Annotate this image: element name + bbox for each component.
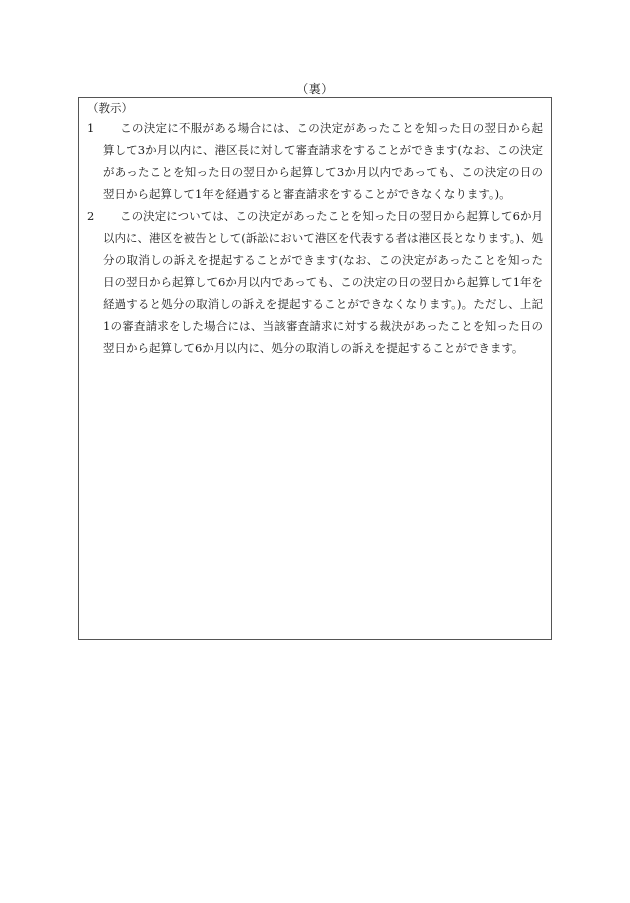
item-number-1: 1 — [87, 121, 95, 135]
page-heading: （裏） — [296, 82, 334, 96]
item-text-1: この決定に不服がある場合には、この決定があったことを知った日の翌日から起算して3か月以内に、港区長に対して審査請求をすることができます(なお、この決定があったことを知った日の翌日から起算して3か月以内であっても、この決定の日の翌日から起算して1年を経過すると審査請求をすることができなくなります。)。 — [103, 121, 543, 201]
item-text-2: この決定については、この決定があったことを知った日の翌日から起算して6か月以内に、港区を被告として(訴訟において港区を代表する者は港区長となります。)、処分の取消しの訴えを提起することができます(なお、この決定があったことを知った日の翌日から起算して6か月以内であっても、この決定の日の翌日から起算して1年を経過すると処分の取消しの訴えを提起することができなくなります。)。ただし、上記1の審査請求をした場合には、当該審査請求に対する裁決があったことを知った日の翌日から起算して6か月以内に、処分の取消しの訴えを提起することができます。 — [103, 209, 544, 355]
section-label: （教示） — [87, 101, 133, 115]
notice-box — [78, 97, 552, 640]
notice-item-2 — [87, 205, 543, 359]
item-number-2: 2 — [87, 209, 95, 223]
notice-item-1 — [87, 117, 543, 205]
